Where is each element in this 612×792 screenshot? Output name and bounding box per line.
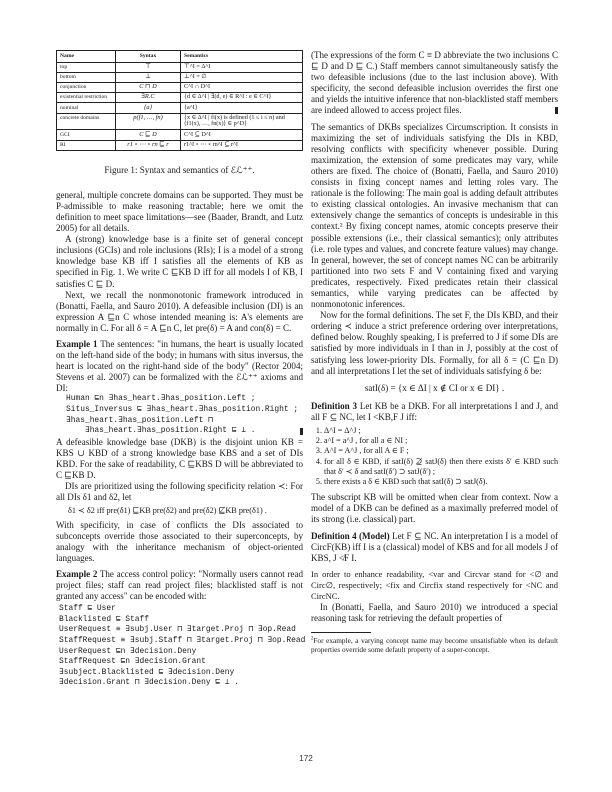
paragraph: general, multiple concrete domains can be supported. They must be P-admissible to make reasoning tractable; here we omit the definition to meet space limitations—see (Baader, Brandt, and Lutz 2005) for all details.	[56, 189, 303, 234]
axiom-line: UserRequest ≡ ∃subj.User ⊓ ∃target.Proj ⊓ ∃op.Read	[59, 625, 296, 635]
left-column	[56, 50, 306, 689]
axiom-line: Blacklisted ⊑ Staff	[59, 614, 149, 624]
specificity-formula: δ1 ≺ δ2 iff pre(δ1) ⊑KB pre(δ2) and pre(δ2) ⋢KB pre(δ1) .	[68, 506, 267, 516]
axiom-text: ∃has_heart.∃has_position.Right ⊑ ⊥ .	[66, 426, 256, 436]
row-name: existential restriction	[57, 93, 116, 103]
row-syntax: ∃R.C	[116, 93, 181, 103]
row-name: concrete domains	[57, 113, 116, 130]
paragraph: With specificity, in case of conflicts the DIs associated to subconcepts override those associated to their superconcepts, by analogy with the inheritance mechanism of object-oriented languages.	[56, 519, 303, 563]
paragraph: The semantics of DKBs specializes Circumscription. It consists in maximizing the set of individuals satisfying the DIs in KBD, resolving conflicts with specificity whenever possible. During maximization, the extension of some predicates may vary, while others are fixed. The choice of (Bonatti, Faella, and Sauro 2010) consists in fixing concept names and letting roles vary. The rationale is the following: The main goal is adding default attributes to existing classical ontologies. An invasive mechanism that can extensively change the semantics of concepts is undesirable in this context.² By fixing concept names, atomic concepts preserve their possible extensions (i.e., their classical semantics); only attributes (i.e. role types and values, and concrete feature values) may change. In general, however, the set of concept names NC can be arbitrarily partitioned into two sets F and V containing fixed and varying predicates, respectively. Fixed predicates retain their classical semantics, while varying predicates can be affected by nonmonotonic inferences.	[311, 121, 558, 310]
table-row	[57, 93, 303, 103]
page-number: 172	[299, 754, 313, 763]
row-semantics: {d ∈ Δ^I | ∃(d, e) ∈ R^I : e ∈ C^I}	[181, 93, 303, 103]
condition-item: 4. for all δ ∈ KBD, if satI(δ) ⊉ satJ(δ) then there exists δ′ ∈ KBD such that δ′ ≺ δ and satI(δ′) ⊃ satJ(δ′) ;	[324, 457, 558, 477]
axiom-line: ∃has_heart.∃has_position.Left ⊓	[66, 415, 213, 425]
definition-text: Let KB be a DKB. For all interpretations I and J, and all F ⊆ NC, let I <KB,F J iff:	[311, 400, 558, 422]
example-label: Example 2	[56, 568, 98, 579]
paragraph	[311, 50, 558, 117]
row-semantics: ⊥^I = ∅	[181, 72, 303, 82]
definition-3	[311, 401, 558, 423]
row-syntax: r1 ∘ ⋯ ∘ rn ⊑ r	[116, 140, 181, 150]
row-semantics: C^I ∩ D^I	[181, 82, 303, 92]
axiom-line: ∃subject.Blacklisted ⊑ ∃decision.Deny	[59, 667, 235, 677]
axiom-line: StaffRequest ≡ ∃subj.Staff ⊓ ∃target.Proj ⊓ ∃op.Read	[59, 635, 306, 645]
row-name: conjunction	[57, 82, 116, 92]
row-semantics: {x ∈ Δ^I | fi(x) is defined (1 ≤ i ≤ n) and ⟨f1(x), …, fn(x)⟩ ∈ p^D}	[181, 113, 303, 130]
footnote-text: For example, a varying concept name may become unsatisfiable when its default properties override some default property of a super-concept.	[311, 636, 558, 655]
example-1-axioms	[66, 394, 303, 436]
row-semantics: ⊤^I = Δ^I	[181, 62, 303, 72]
column-header-semantics: Semantics	[181, 51, 303, 63]
definition-text: Let F ⊆ NC. An interpretation I is a model of CircF(KB) iff I is a (classical) model of KBS and for all models J of KBS, J ≮F I.	[311, 530, 559, 563]
table-row	[57, 62, 303, 72]
row-name: bottom	[57, 72, 116, 82]
footnote-mark: 2	[311, 636, 314, 642]
paragraph: In (Bonatti, Faella, and Sauro 2010) we introduced a special reasoning task for retrieving the default properties of	[311, 602, 558, 624]
condition-item: 5. there exists a δ ∈ KBD such that satI(δ) ⊃ satJ(δ).	[324, 477, 558, 487]
table-row	[57, 103, 303, 113]
row-semantics: r1^I ∘ ⋯ ∘ rn^I ⊆ r^I	[181, 140, 303, 150]
row-name: RI	[57, 140, 116, 150]
row-syntax: C ⊑ D	[116, 130, 181, 140]
paragraph: A (strong) knowledge base is a finite set of general concept inclusions (GCIs) and role inclusions (RIs); I is a model of a strong knowledge base KB iff I satisfies all the elements of KB as specified in Fig. 1. We write C ⊑KB D iff for all models I of KB, I satisfies C ⊑ D.	[56, 234, 303, 289]
condition-item: 2. a^I = a^J , for all a ∈ NI ;	[324, 436, 558, 446]
row-name: top	[57, 62, 116, 72]
example-1	[56, 339, 303, 394]
axiom-line: UserRequest ⊑n ∃decision.Deny	[59, 646, 197, 656]
axiom-line: Staff ⊑ User	[59, 604, 116, 614]
definition-3-conditions	[311, 426, 558, 487]
table-header-row	[57, 51, 303, 63]
paragraph: DIs are prioritized using the following specificity relation ≺: For all DIs δ1 and δ2, let	[56, 481, 303, 503]
row-semantics: C^I ⊆ D^I	[181, 130, 303, 140]
figure-caption: Figure 1: Syntax and semantics of ℰℒ⁺⁺.	[104, 164, 255, 175]
footnote	[311, 637, 558, 655]
qed-box-icon	[300, 428, 303, 435]
paragraph: The subscript KB will be omitted when clear from context. Now a model of a DKB can be defined as a maximally preferred model of its strong (i.e. classical) part.	[311, 492, 558, 525]
table-row	[57, 72, 303, 82]
row-syntax: p(f1, …, fn)	[116, 113, 181, 130]
condition-item: 1. Δ^I = Δ^J ;	[324, 426, 558, 436]
syntax-semantics-table	[56, 50, 303, 151]
paragraph: Now for the formal definitions. The set F, the DIs KBD, and their ordering ≺ induce a strict preference ordering over interpretations, defined below. Roughly speaking, I is preferred to J if some DIs are satisfied by more individuals in I than in J, possibly at the cost of satisfying less lower-priority DIs. Formally, for all δ = (C ⊑n D) and all interpretations I let the set of individuals satisfying δ be:	[311, 310, 558, 376]
paragraph: Next, we recall the nonmonotonic framework introduced in (Bonatti, Faella, and Sauro 2010). A defeasible inclusion (DI) is an expression A ⊑n C whose intended meaning is: A's elements are normally in C. For all δ = A ⊑n C, let pre(δ) = A and con(δ) = C.	[56, 289, 303, 333]
definition-title: (Model)	[359, 530, 390, 541]
condition-item: 3. A^I = A^J , for all A ∈ F ;	[324, 446, 558, 456]
axiom-line	[66, 426, 303, 437]
qed-box-icon	[555, 107, 558, 114]
row-syntax: ⊤	[116, 62, 181, 72]
definition-label: Definition 3	[311, 400, 358, 411]
paragraph-text: (The expressions of the form C ≡ D abbreviate the two inclusions C ⊑ D and D ⊑ C.) Staff members cannot simultaneously satisfy the two defeasible inclusions (due to the last inclusion above). With specificity, the second defeasible inclusion overrides the first one and yields the intuitive inference that non-blacklisted staff members are indeed allowed to access project files.	[311, 50, 558, 116]
column-header-syntax: Syntax	[116, 51, 181, 63]
table-row	[57, 140, 303, 150]
axiom-line: StaffRequest ⊑n ∃decision.Grant	[59, 657, 206, 667]
row-syntax: {a}	[116, 103, 181, 113]
row-syntax: ⊥	[116, 72, 181, 82]
definition-label: Definition 4	[311, 530, 357, 541]
column-header-name: Name	[57, 51, 116, 63]
paragraph: In order to enhance readability, <var and Circvar stand for <∅ and Circ∅, respectively; <fix and Circfix stand respectively for <NC and CircNC.	[311, 568, 558, 601]
row-syntax: C ⊓ D	[116, 82, 181, 92]
sat-formula: satI(δ) = {x ∈ ΔI | x ∉ CI or x ∈ DI} .	[364, 382, 505, 393]
table-row	[57, 82, 303, 92]
table-row	[57, 113, 303, 130]
row-semantics: {a^I}	[181, 103, 303, 113]
axiom-line: ∃decision.Grant ⊓ ∃decision.Deny ⊑ ⊥ .	[59, 678, 240, 688]
example-2	[56, 569, 303, 602]
footnote-rule	[311, 632, 371, 633]
example-text: The access control policy: "Normally users cannot read project files; staff can read project files; blacklisted staff is not granted any access" can be encoded with:	[56, 568, 303, 602]
row-name: nominal	[57, 103, 116, 113]
axiom-line: Human ⊑n ∃has_heart.∃has_position.Left ;	[66, 394, 256, 404]
definition-4	[311, 531, 558, 564]
row-name: GCI	[57, 130, 116, 140]
example-text: The sentences: "in humans, the heart is usually located on the left-hand side of the body; in humans with situs inversus, the heart is located on the right-hand side of the body" (Rector 2004; Stevens et al. 2007) can be formalized with the ℰℒ⁺⁺ axioms and DI:	[56, 339, 303, 394]
example-2-axioms	[59, 604, 306, 689]
paragraph: A defeasible knowledge base (DKB) is the disjoint union KB = KBS ∪ KBD of a strong knowledge base KBS and a set of DIs KBD. For the sake of readability, C ⊑KBS D will be abbreviated to C ⊑KB D.	[56, 436, 303, 481]
table-row	[57, 130, 303, 140]
example-label: Example 1	[56, 339, 98, 349]
axiom-line: Situs_Inversus ⊑ ∃has_heart.∃has_position.Right ;	[66, 405, 299, 415]
right-column	[311, 50, 558, 655]
